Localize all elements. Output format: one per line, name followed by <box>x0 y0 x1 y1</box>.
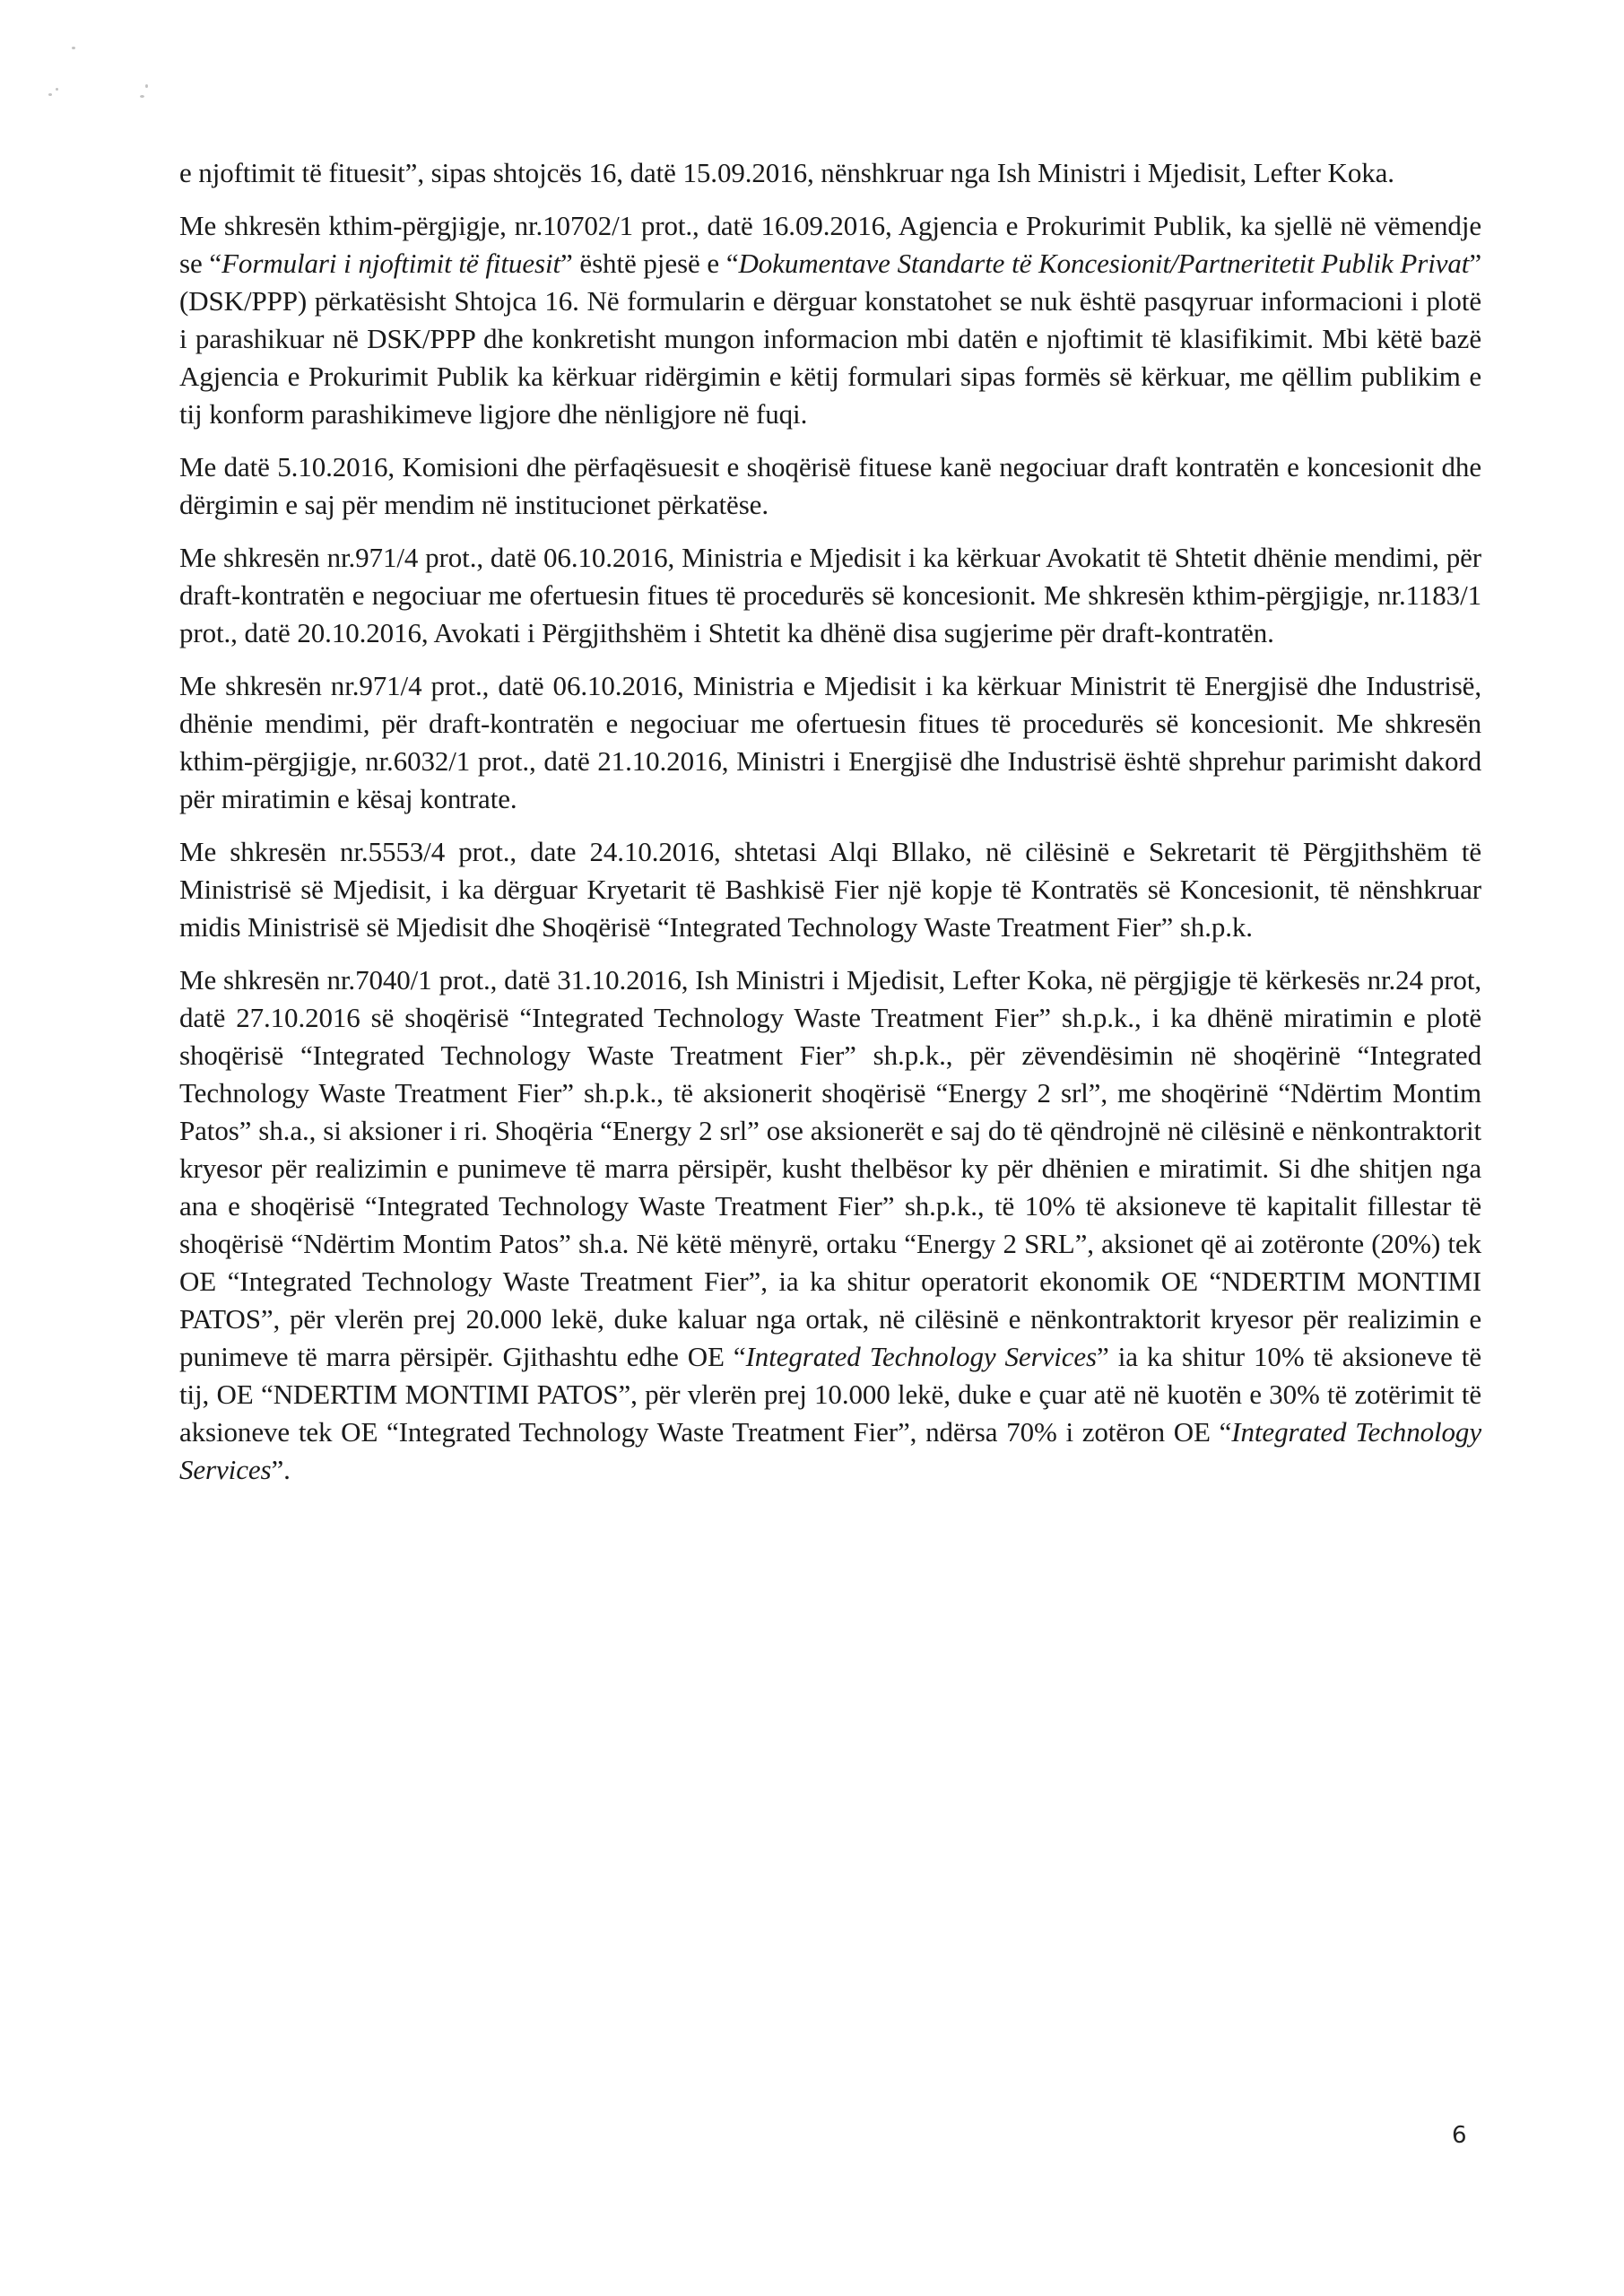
document-body <box>179 154 1481 1504</box>
italic-title-formulari: Formulari i njoftimit të fituesit <box>221 248 560 279</box>
paragraph-4 <box>179 539 1481 652</box>
paragraph-6 <box>179 833 1481 946</box>
scan-artifacts <box>36 36 179 108</box>
paragraph-3 <box>179 448 1481 524</box>
scan-speck <box>56 88 58 91</box>
paragraph-7 <box>179 961 1481 1489</box>
scan-speck <box>140 95 144 98</box>
scan-speck <box>72 47 75 49</box>
text-run: ” (DSK/PPP) përkatësisht Shtojca 16. Në formularin e dërguar konstatohet se nuk është pasqyruar informacioni i plotë i parashikuar në DSK/PPP dhe konkretisht mungon informacion mbi datën e njoftimit të klasifikimit. Mbi këtë bazë Agjencia e Prokurimit Publik ka kërkuar ridërgimin e këtij formulari sipas formës së kërkuar, me qëllim publikim e tij konform parashikimeve ligjore dhe nënligjore në fuqi. <box>179 248 1481 430</box>
scan-speck <box>145 84 148 88</box>
paragraph-2 <box>179 207 1481 433</box>
text-run: Me shkresën nr.7040/1 prot., datë 31.10.2016, Ish Ministri i Mjedisit, Lefter Koka, në përgjigje të kërkesës nr.24 prot, datë 27.10.2016 së shoqërisë “Integrated Technology Waste Treatment Fier” sh.p.k., i ka dhënë miratimin e plotë shoqërisë “Integrated Technology Waste Treatment Fier” sh.p.k., për zëvendësimin në shoqërinë “Integrated Technology Waste Treatment Fier” sh.p.k., të aksionerit shoqërisë “Energy 2 srl”, me shoqërinë “Ndërtim Montim Patos” sh.a., si aksioner i ri. Shoqëria “Energy 2 srl” ose aksionerët e saj do të qëndrojnë në cilësinë e nënkontraktorit kryesor për realizimin e punimeve të marra përsipër, kusht thelbësor ky për dhënien e miratimit. Si dhe shitjen nga ana e shoqërisë “Integrated Technology Waste Treatment Fier” sh.p.k., të 10% të aksioneve të kapitalit fillestar të shoqërisë “Ndërtim Montim Patos” sh.a. Në këtë mënyrë, ortaku “Energy 2 SRL”, aksionet që ai zotëronte (20%) tek OE “Integrated Technology Waste Treatment Fier”, ia ka shitur operatorit ekonomik OE “NDERTIM MONTIMI PATOS”, për vlerën prej 20.000 lekë, duke kaluar nga ortak, në cilësinë e nënkontraktorit kryesor për realizimin e punimeve të marra përsipër. Gjithashtu edhe OE “ <box>179 964 1481 1372</box>
text-run: Me shkresën nr.971/4 prot., datë 06.10.2016, Ministria e Mjedisit i ka kërkuar Avokatit të Shtetit dhënie mendimi, për draft-kontratën e negociuar me ofertuesin fitues të procedurës së koncesionit. Me shkresën kthim-përgjigje, nr.1183/1 prot., datë 20.10.2016, Avokati i Përgjithshëm i Shtetit ka dhënë disa sugjerime për draft-kontratën. <box>179 542 1481 648</box>
text-run: ”. <box>271 1454 291 1485</box>
text-run: Me shkresën kthim-përgjigje, nr.10702/1 prot., datë 16.09.2016, Agjencia e Prokurimit Publik, ka sjellë në vëmendje se “ <box>179 210 1481 279</box>
text-run: ” është pjesë e “ <box>560 248 739 279</box>
text-run: ” ia ka shitur 10% të aksioneve të tij, OE “NDERTIM MONTIMI PATOS”, për vlerën prej 10.000 lekë, duke e çuar atë në kuotën e 30% të zotërimit të aksioneve tek OE “Integrated Technology Waste Treatment Fier”, ndërsa 70% i zotëron OE “ <box>179 1341 1481 1448</box>
italic-title-dokumentave: Dokumentave Standarte të Koncesionit/Partneritetit Publik Privat <box>738 248 1470 279</box>
paragraph-1 <box>179 154 1481 192</box>
text-run: Me shkresën nr.5553/4 prot., date 24.10.2016, shtetasi Alqi Bllako, në cilësinë e Sekretarit të Përgjithshëm të Ministrisë së Mjedisit, i ka dërguar Kryetarit të Bashkisë Fier një kopje të Kontratës së Koncesionit, të nënshkruar midis Ministrisë së Mjedisit dhe Shoqërisë “Integrated Technology Waste Treatment Fier” sh.p.k. <box>179 836 1481 943</box>
paragraph-5 <box>179 667 1481 818</box>
scan-speck <box>48 93 52 96</box>
text-run: Me shkresën nr.971/4 prot., datë 06.10.2016, Ministria e Mjedisit i ka kërkuar Ministrit të Energjisë dhe Industrisë, dhënie mendimi, për draft-kontratën e negociuar me ofertuesin fitues të procedurës së koncesionit. Me shkresën kthim-përgjigje, nr.6032/1 prot., datë 21.10.2016, Ministri i Energjisë dhe Industrisë është shprehur parimisht dakord për miratimin e kësaj kontrate. <box>179 670 1481 814</box>
italic-company-name: Integrated Technology Services <box>745 1341 1098 1372</box>
page-number: 6 <box>1452 2122 1467 2149</box>
text-run: Me datë 5.10.2016, Komisioni dhe përfaqësuesit e shoqërisë fituese kanë negociuar draft kontratën e koncesionit dhe dërgimin e saj për mendim në institucionet përkatëse. <box>179 451 1481 520</box>
text-run: e njoftimit të fituesit”, sipas shtojcës 16, datë 15.09.2016, nënshkruar nga Ish Ministri i Mjedisit, Lefter Koka. <box>179 157 1394 188</box>
italic-company-name: Integrated Technology Services <box>179 1416 1481 1485</box>
